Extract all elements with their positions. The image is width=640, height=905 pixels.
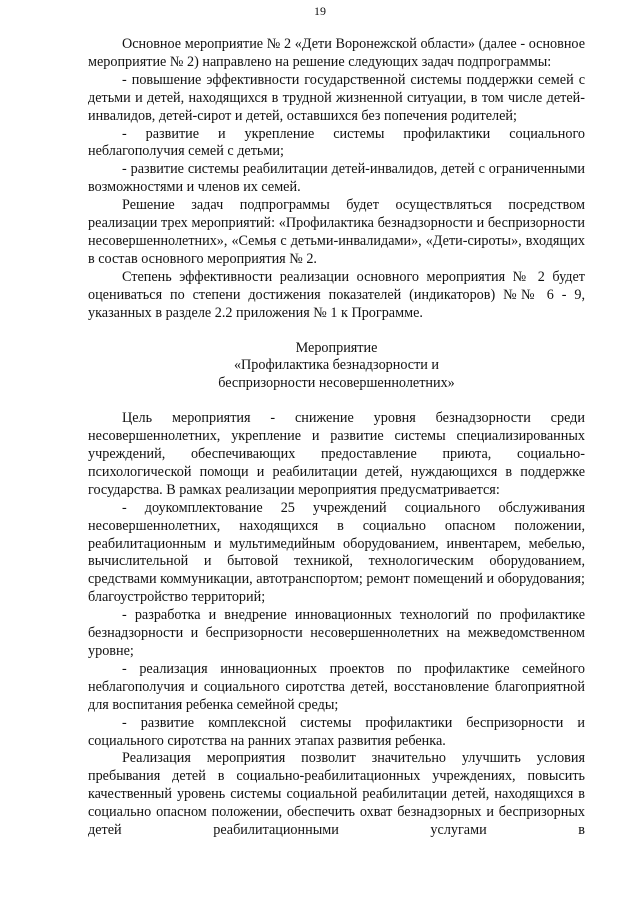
section-heading-line-2: «Профилактика безнадзорности и bbox=[233, 357, 440, 374]
paragraph-goal: Цель мероприятия - снижение уровня безнадзорности среди несовершеннолетних, укрепление и развитие системы специализированных учреждений, обеспечивающих предоставление приюта, социально-психологической помощи и реабилитации детей, нуждающихся в поддержке государства. В рамках реализации мероприятия предусматривается: bbox=[88, 410, 585, 498]
paragraph-item-projects: - реализация инновационных проектов по профилактике семейного неблагополучия и социального сиротства детей, восстановление благоприятной для воспитания ребенка семейной среды; bbox=[88, 660, 585, 713]
paragraph-item-technologies: - разработка и внедрение инновационных технологий по профилактике безнадзорности и беспризорности несовершеннолетних на межведомственном уровне; bbox=[88, 607, 585, 659]
paragraph-main-event-2: Основное мероприятие № 2 «Дети Воронежской области» (далее - основное мероприятие № 2) направлено на решение следующих задач подпрограммы: bbox=[88, 36, 585, 70]
section-heading-line-3: беспризорности несовершеннолетних» bbox=[218, 375, 455, 392]
paragraph-three-events: Решение задач подпрограммы будет осуществляться посредством реализации трех мероприятий: «Профилактика безнадзорности и беспризорности несовершеннолетних», «Семья с детьми-инвалидами», «Дети-сироты», входящих в состав основного мероприятия № 2. bbox=[88, 197, 585, 267]
paragraph-item-prevention-system: - развитие комплексной системы профилактики беспризорности и социального сиротства на ранних этапах развития ребенка. bbox=[88, 714, 585, 749]
paragraph-task-1: - повышение эффективности государственной системы поддержки семей с детьми и детей, находящихся в трудной жизненной ситуации, в том числе детей-инвалидов, детей-сирот и детей, оставшихся без попечения родителей; bbox=[88, 71, 585, 124]
paragraph-effectiveness: Степень эффективности реализации основного мероприятия № 2 будет оцениваться по степени достижения показателей (индикаторов) №№ 6 - 9, указанных в разделе 2.2 приложения № 1 к Программе. bbox=[88, 268, 585, 321]
paragraph-implementation-result: Реализация мероприятия позволит значительно улучшить условия пребывания детей в социально-реабилитационных учреждениях, повысить качественный уровень системы социальной реабилитации детей, находящихся в социально опасном положении, обеспечить охват безнадзорных и беспризорных детей реабилитационными услугами в bbox=[88, 750, 585, 839]
section-heading-line-1: Мероприятие bbox=[295, 339, 378, 356]
paragraph-item-equipment: - доукомплектование 25 учреждений социального обслуживания несовершеннолетних, находящихся в социально опасном положении, реабилитационным и мультимедийным оборудованием, инвентарем, мебелью, вычислительной и бытовой техникой, технологическим оборудованием, средствами коммуникации, автотранспортом; ремонт помещений и оборудования; благоустройство территорий; bbox=[88, 499, 585, 606]
document-body bbox=[88, 36, 585, 840]
paragraph-task-3: - развитие системы реабилитации детей-инвалидов, детей с ограниченными возможностями и членов их семей. bbox=[88, 161, 585, 196]
paragraph-task-2: - развитие и укрепление системы профилактики социального неблагополучия семей с детьми; bbox=[88, 125, 585, 160]
page-number: 19 bbox=[314, 4, 326, 18]
